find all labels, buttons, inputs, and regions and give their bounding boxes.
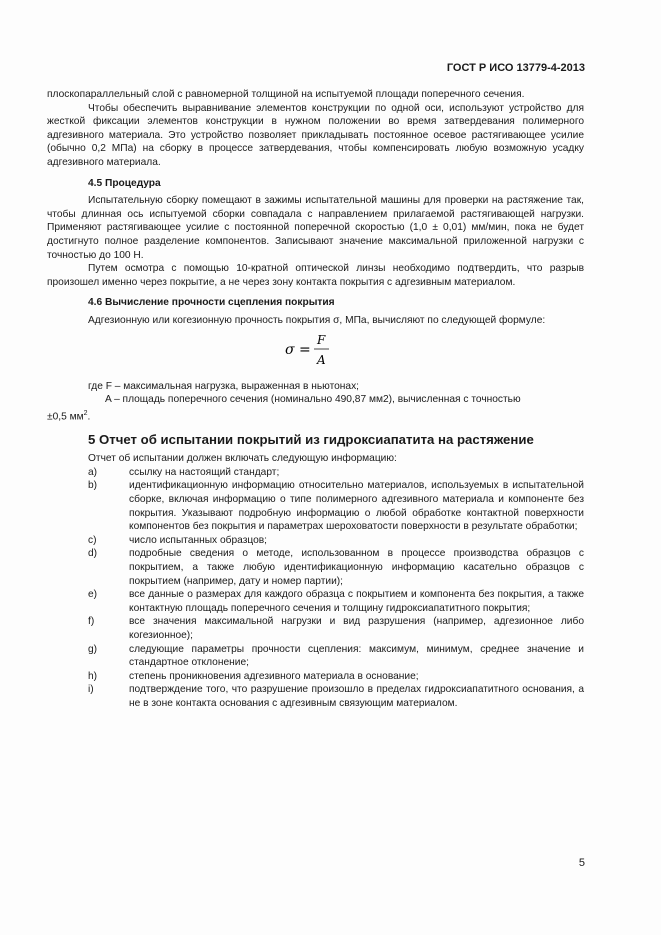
paragraph: Испытательную сборку помещают в зажимы испытательной машины для проверки на растяжение так, чтобы длинная ось испытуемой сборки совпадала с направлением прилагаемой растягивающей нагрузки. Применяют растягивающее усилие с постоянной поперечной скоростью (1,0 ± 0,01) мм/мин, пока не будет достигнуто полное разделение компонентов. Записывают значение максимальной приложенной нагрузки с точностью до 100 Н. [47, 195, 584, 261]
where-line [47, 407, 584, 424]
list-item-text: степень проникновения адгезивного материала в основание; [129, 670, 419, 682]
paragraph: Отчет об испытании должен включать следующую информацию: [88, 453, 397, 465]
section-heading-4-5: 4.5 Процедура [88, 177, 161, 189]
list-item-letter: a) [88, 466, 98, 478]
list-item-text: идентификационную информацию относительно материалов, используемых в испытательной сборке, включая информацию о типе полимерного адгезивного материала и компоненте без покрытия. Указывают подробную информацию о любой обработке контактной поверхности компонентов без покрытия и параметрах шероховатости поверхности в результате обработки; [129, 480, 584, 533]
list-item-letter: b) [88, 480, 98, 492]
document-header: ГОСТ Р ИСО 13779-4-2013 [446, 62, 585, 74]
paragraph: плоскопараллельный слой с равномерной толщиной на испытуемой площади поперечного сечения. [47, 89, 525, 100]
list-item-text: все данные о размерах для каждого образца с покрытием и компонента без покрытия, а также контактную площадь поперечного сечения и толщину гидроксиапатитного покрытия; [129, 589, 584, 614]
list-item [47, 466, 584, 480]
list-item-text: подтверждение того, что разрушение произошло в пределах гидроксиапатитного основания, а не в зоне контакта основания с адгезивным связующим материалом. [129, 684, 584, 709]
list-item-text: подробные сведения о методе, использованном в процессе производства образцов с покрытием, а также любую идентификационную информацию касательно образцов с покрытием (например, дату и номер партии); [129, 548, 584, 587]
list-item [47, 534, 584, 548]
where-line: где F – максимальная нагрузка, выраженная в ньютонах; [88, 380, 360, 392]
list-item-letter: f) [88, 616, 95, 628]
list-item [47, 670, 584, 684]
list-item-text: число испытанных образцов; [129, 534, 268, 546]
paragraph: Адгезионную или когезионную прочность покрытия σ, МПа, вычисляют по следующей формуле: [88, 314, 546, 326]
paragraph: Чтобы обеспечить выравнивание элементов конструкции по одной оси, используют устройство для жесткой фиксации элементов конструкции в нужном положении во время затвердевания полимерного адгезивного материала. Это устройство позволяет прикладывать постоянное осевое растягивающее усилие (обычно 0,2 МПа) на сборку в процессе затвердевания, чтобы компенсировать любую возможную усадку адгезивного материала. [47, 102, 584, 168]
list-item-letter: g) [88, 643, 98, 655]
where-end: . [87, 411, 91, 423]
requirements-list [47, 466, 584, 711]
list-item-text: следующие параметры прочности сцепления: максимум, минимум, среднее значение и стандартное отклонение; [129, 643, 584, 669]
formula-lhs: σ [285, 341, 295, 358]
formula-denominator: A [317, 352, 326, 367]
section-heading-5: 5 Отчет об испытании покрытий из гидроксиапатита на растяжение [88, 431, 534, 447]
list-item-letter: e) [88, 589, 98, 601]
list-item-letter: d) [88, 548, 98, 560]
list-item [47, 547, 584, 588]
where-line: A – площадь поперечного сечения (номинально 490,87 мм2), вычисленная с точностью [105, 394, 521, 406]
list-item [47, 683, 584, 710]
formula-graphic [283, 332, 343, 368]
list-item-letter: i) [88, 684, 94, 696]
list-item [47, 643, 584, 670]
list-item [47, 479, 584, 533]
paragraph: Путем осмотра с помощью 10-кратной оптической линзы необходимо подтвердить, что разрыв произошел именно через покрытие, а не через зону контакта покрытия с адгезивным материалом. [47, 263, 584, 288]
formula [47, 332, 584, 368]
section-heading-4-6: 4.6 Вычисление прочности сцепления покрытия [88, 297, 335, 309]
list-item [47, 588, 584, 615]
list-item [47, 615, 584, 642]
superscript: 2 [83, 409, 88, 417]
page-number: 5 [578, 857, 585, 869]
where-text: ±0,5 мм [47, 411, 84, 423]
page-content [47, 88, 584, 711]
list-item-text: ссылку на настоящий стандарт; [129, 466, 280, 478]
list-item-letter: c) [88, 534, 97, 546]
formula-numerator: F [317, 332, 326, 347]
list-item-letter: h) [88, 670, 98, 682]
list-item-text: все значения максимальной нагрузки и вид разрушения (например, адгезионное либо когезионное); [129, 616, 584, 641]
formula-equals: = [299, 341, 311, 358]
